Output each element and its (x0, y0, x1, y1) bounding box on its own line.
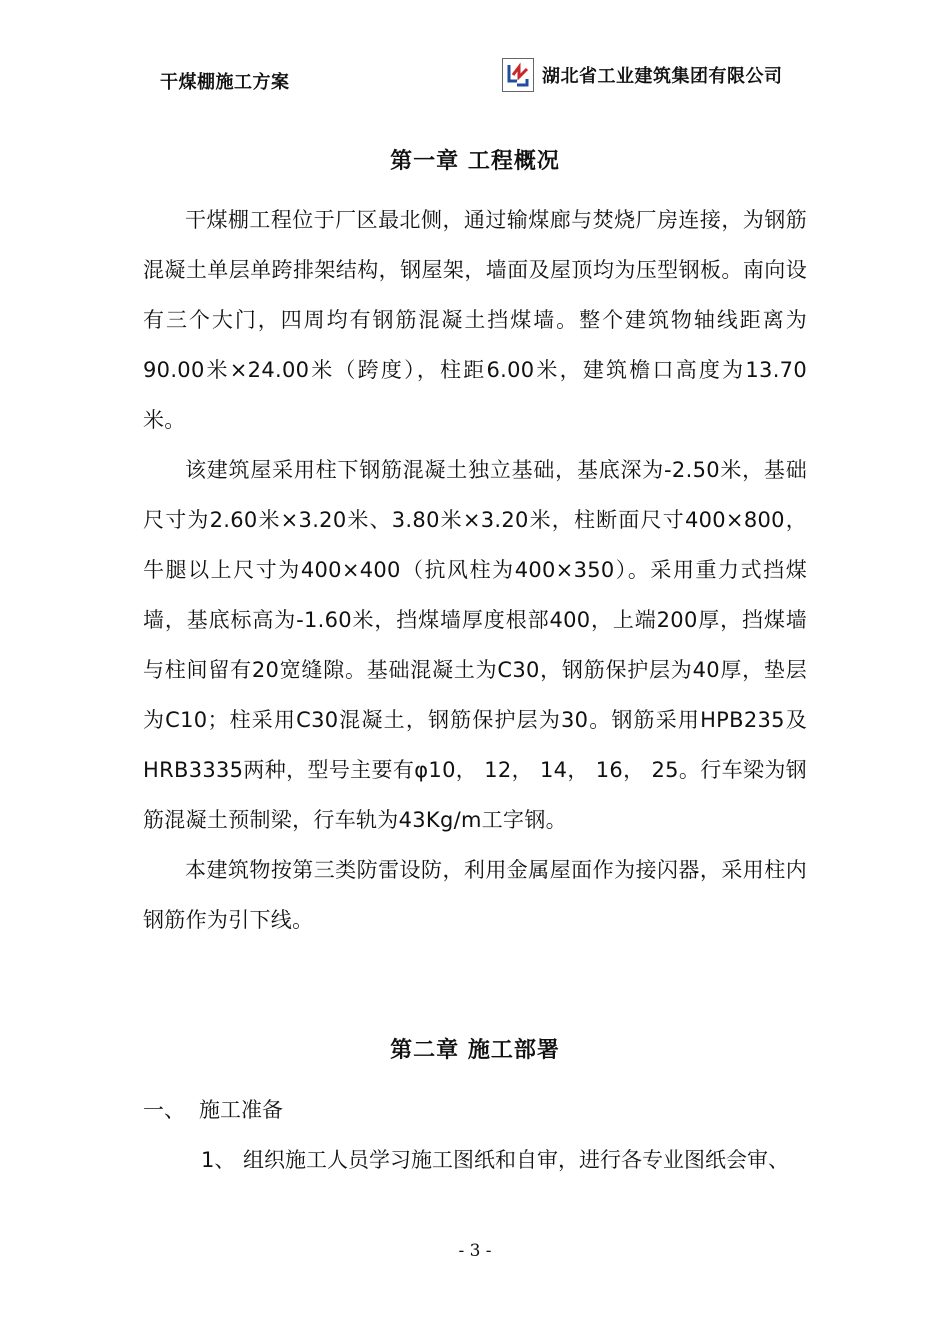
item-number: 1、 (201, 1148, 236, 1172)
chapter-1-paragraph: 干煤棚工程位于厂区最北侧，通过输煤廊与焚烧厂房连接，为钢筋混凝土单层单跨排架结构，钢屋架，墙面及屋顶均为压型钢板。南向设有三个大门，四周均有钢筋混凝土挡煤墙。整个建筑物轴线距离为90.00米×24.00米（跨度），柱距6.00米，建筑檐口高度为13.70米。 (143, 208, 807, 432)
company-name: 湖北省工业建筑集团有限公司 (542, 66, 783, 87)
chapter-2-title: 第二章 施工部署 (390, 1038, 560, 1063)
section-number: 一、 (143, 1098, 185, 1122)
chapter-1-paragraph: 该建筑屋采用柱下钢筋混凝土独立基础，基底深为-2.50米，基础尺寸为2.60米×3.20米、3.80米×3.20米，柱断面尺寸400×800，牛腿以上尺寸为400×400（抗风柱为400×350）。采用重力式挡煤墙，基底标高为-1.60米，挡煤墙厚度根部400，上端200厚，挡煤墙与柱间留有20宽缝隙。基础混凝土为C30，钢筋保护层为40厚，垫层为C10；柱采用C30混凝土，钢筋保护层为30。钢筋采用HPB235及HRB3335两种，型号主要有φ10， 12， 14， 16， 25。行车梁为钢筋混凝土预制梁，行车轨为43Kg/m工字钢。 (143, 458, 807, 832)
chapter-1-paragraph: 本建筑物按第三类防雷设防，利用金属屋面作为接闪器，采用柱内钢筋作为引下线。 (143, 858, 807, 932)
list-item (143, 1135, 807, 1185)
chapter-1-title: 第一章 工程概况 (390, 149, 560, 174)
doc-title: 干煤棚施工方案 (160, 72, 290, 93)
section-label: 施工准备 (199, 1098, 283, 1122)
company-logo-icon (502, 58, 534, 92)
document-body (143, 140, 807, 1185)
page-number: - 3 - (458, 1241, 492, 1261)
company-block (502, 56, 783, 94)
section-heading (143, 1085, 807, 1135)
item-text: 组织施工人员学习施工图纸和自审，进行各专业图纸会审、 (243, 1148, 789, 1172)
